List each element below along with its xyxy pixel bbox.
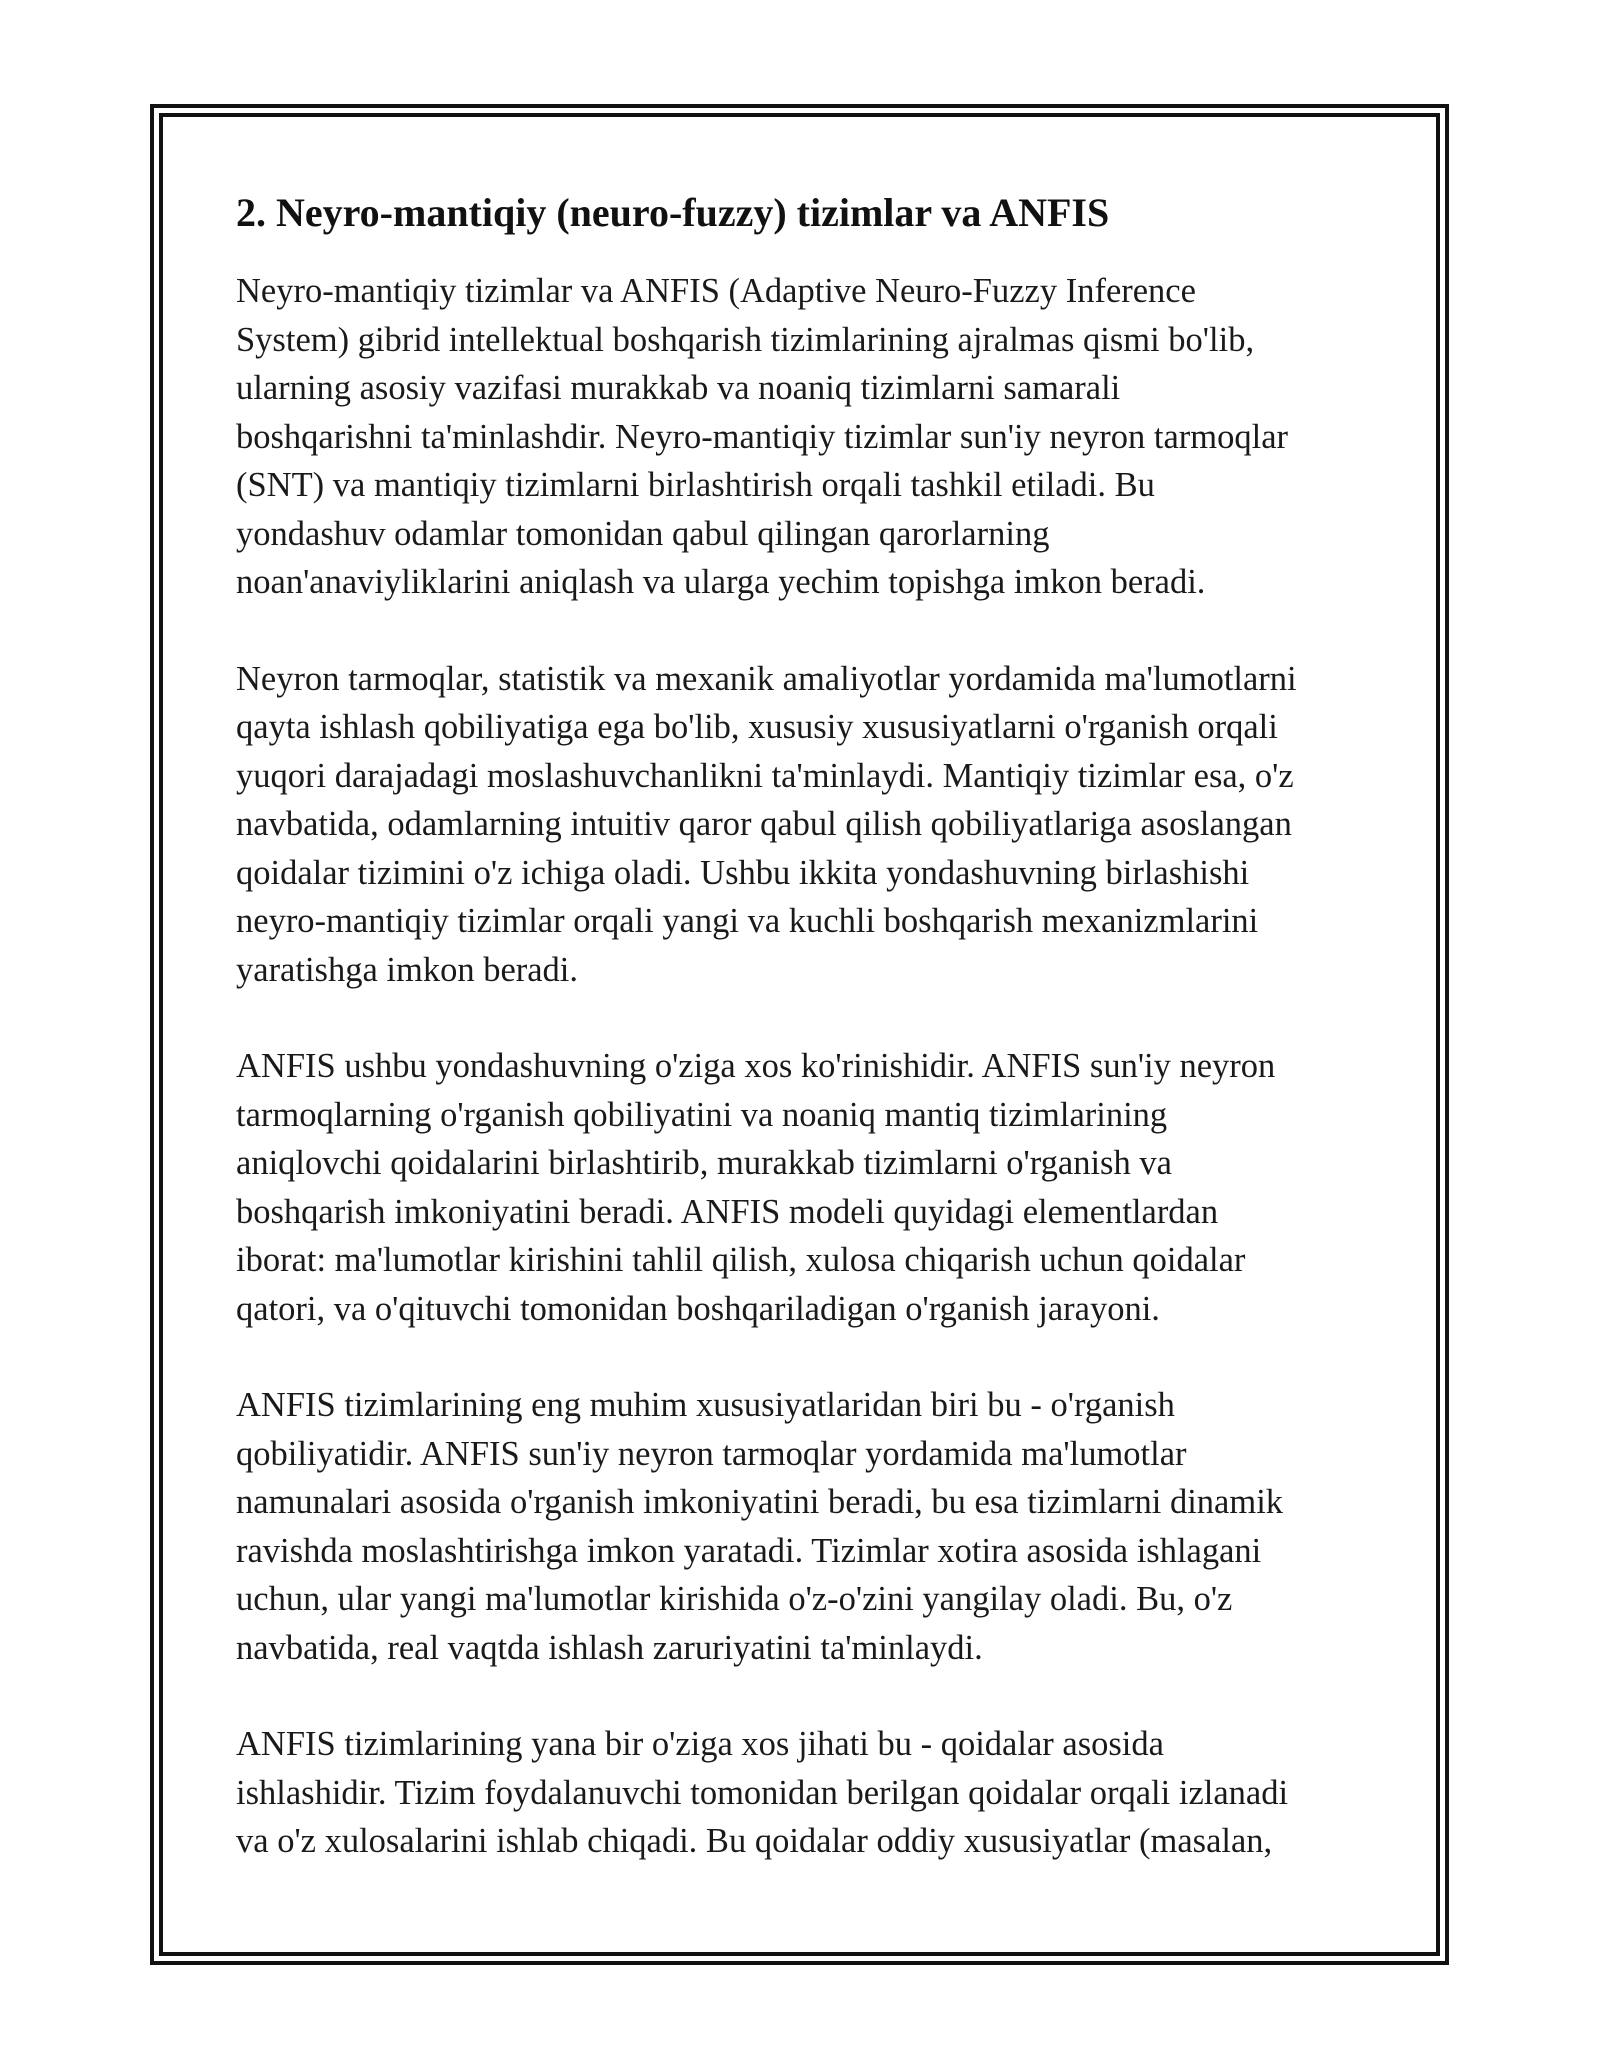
text-line: aniqlovchi qoidalarini birlashtirib, murakkab tizimlarni o'rganish va <box>236 1144 1172 1182</box>
text-line: tarmoqlarning o'rganish qobiliyatini va noaniq mantiq tizimlarining <box>236 1095 1168 1134</box>
paragraph-4 <box>236 1381 1396 1672</box>
text-line: Neyron tarmoqlar, statistik va mexanik amaliyotlar yordamida ma'lumotlarni <box>236 659 1297 698</box>
text-line: System) gibrid intellektual boshqarish tizimlarining ajralmas qismi bo'lib, <box>236 320 1255 359</box>
text-line: ANFIS ushbu yondashuvning o'ziga xos ko'rinishidir. ANFIS sun'iy neyron <box>236 1047 1276 1085</box>
text-line: uchun, ular yangi ma'lumotlar kirishida o'z-o'zini yangilay oladi. Bu, o'z <box>236 1580 1233 1618</box>
paragraph-5 <box>236 1720 1396 1866</box>
paragraph-2 <box>236 655 1396 995</box>
text-line: iborat: ma'lumotlar kirishini tahlil qilish, xulosa chiqarish uchun qoidalar <box>236 1241 1246 1279</box>
text-line: ularning asosiy vazifasi murakkab va noaniq tizimlarni samarali <box>236 369 1121 407</box>
text-line: (SNT) va mantiqiy tizimlarni birlashtirish orqali tashkil etiladi. Bu <box>236 466 1155 504</box>
text-line: va o'z xulosalarini ishlab chiqadi. Bu qoidalar oddiy xususiyatlar (masalan, <box>236 1822 1273 1860</box>
text-line: namunalari asosida o'rganish imkoniyatini beradi, bu esa tizimlarni dinamik <box>236 1483 1284 1521</box>
text-line: ANFIS tizimlarining yana bir o'ziga xos jihati bu - qoidalar asosida <box>236 1725 1164 1763</box>
text-line: ravishda moslashtirishga imkon yaratadi. Tizimlar xotira asosida ishlagani <box>236 1531 1262 1570</box>
text-line: Neyro-mantiqiy tizimlar va ANFIS (Adaptive Neuro-Fuzzy Inference <box>236 272 1196 310</box>
text-line: boshqarish imkoniyatini beradi. ANFIS modeli quyidagi elementlardan <box>236 1192 1219 1231</box>
paragraph-3 <box>236 1042 1396 1333</box>
text-line: qatori, va o'qituvchi tomonidan boshqariladigan o'rganish jarayoni. <box>236 1289 1160 1328</box>
section-heading: 2. Neyro-mantiqiy (neuro-fuzzy) tizimlar va ANFIS <box>236 190 1110 235</box>
text-line: neyro-mantiqiy tizimlar orqali yangi va kuchli boshqarish mexanizmlarini <box>236 902 1259 940</box>
text-line: yondashuv odamlar tomonidan qabul qilingan qarorlarning <box>236 514 1050 553</box>
text-line: ishlashidir. Tizim foydalanuvchi tomonidan berilgan qoidalar orqali izlanadi <box>236 1773 1289 1812</box>
text-line: qoidalar tizimini o'z ichiga oladi. Ushbu ikkita yondashuvning birlashishi <box>236 853 1250 892</box>
text-line: boshqarishni ta'minlashdir. Neyro-mantiqiy tizimlar sun'iy neyron tarmoqlar <box>236 417 1289 456</box>
text-line: yaratishga imkon beradi. <box>236 950 579 989</box>
text-line: navbatida, odamlarning intuitiv qaror qabul qilish qobiliyatlariga asoslangan <box>236 805 1292 843</box>
text-line: qayta ishlash qobiliyatiga ega bo'lib, xususiy xususiyatlarni o'rganish orqali <box>236 708 1278 746</box>
page-content <box>236 188 1396 1914</box>
text-line: yuqori darajadagi moslashuvchanlikni ta'minlaydi. Mantiqiy tizimlar esa, o'z <box>236 756 1294 795</box>
text-line: navbatida, real vaqtda ishlash zaruriyatini ta'minlaydi. <box>236 1628 983 1667</box>
text-line: ANFIS tizimlarining eng muhim xususiyatlaridan biri bu - o'rganish <box>236 1386 1175 1424</box>
text-line: qobiliyatidir. ANFIS sun'iy neyron tarmoqlar yordamida ma'lumotlar <box>236 1434 1187 1473</box>
paragraph-1 <box>236 267 1396 607</box>
text-line: noan'anaviyliklarini aniqlash va ularga yechim topishga imkon beradi. <box>236 563 1206 601</box>
